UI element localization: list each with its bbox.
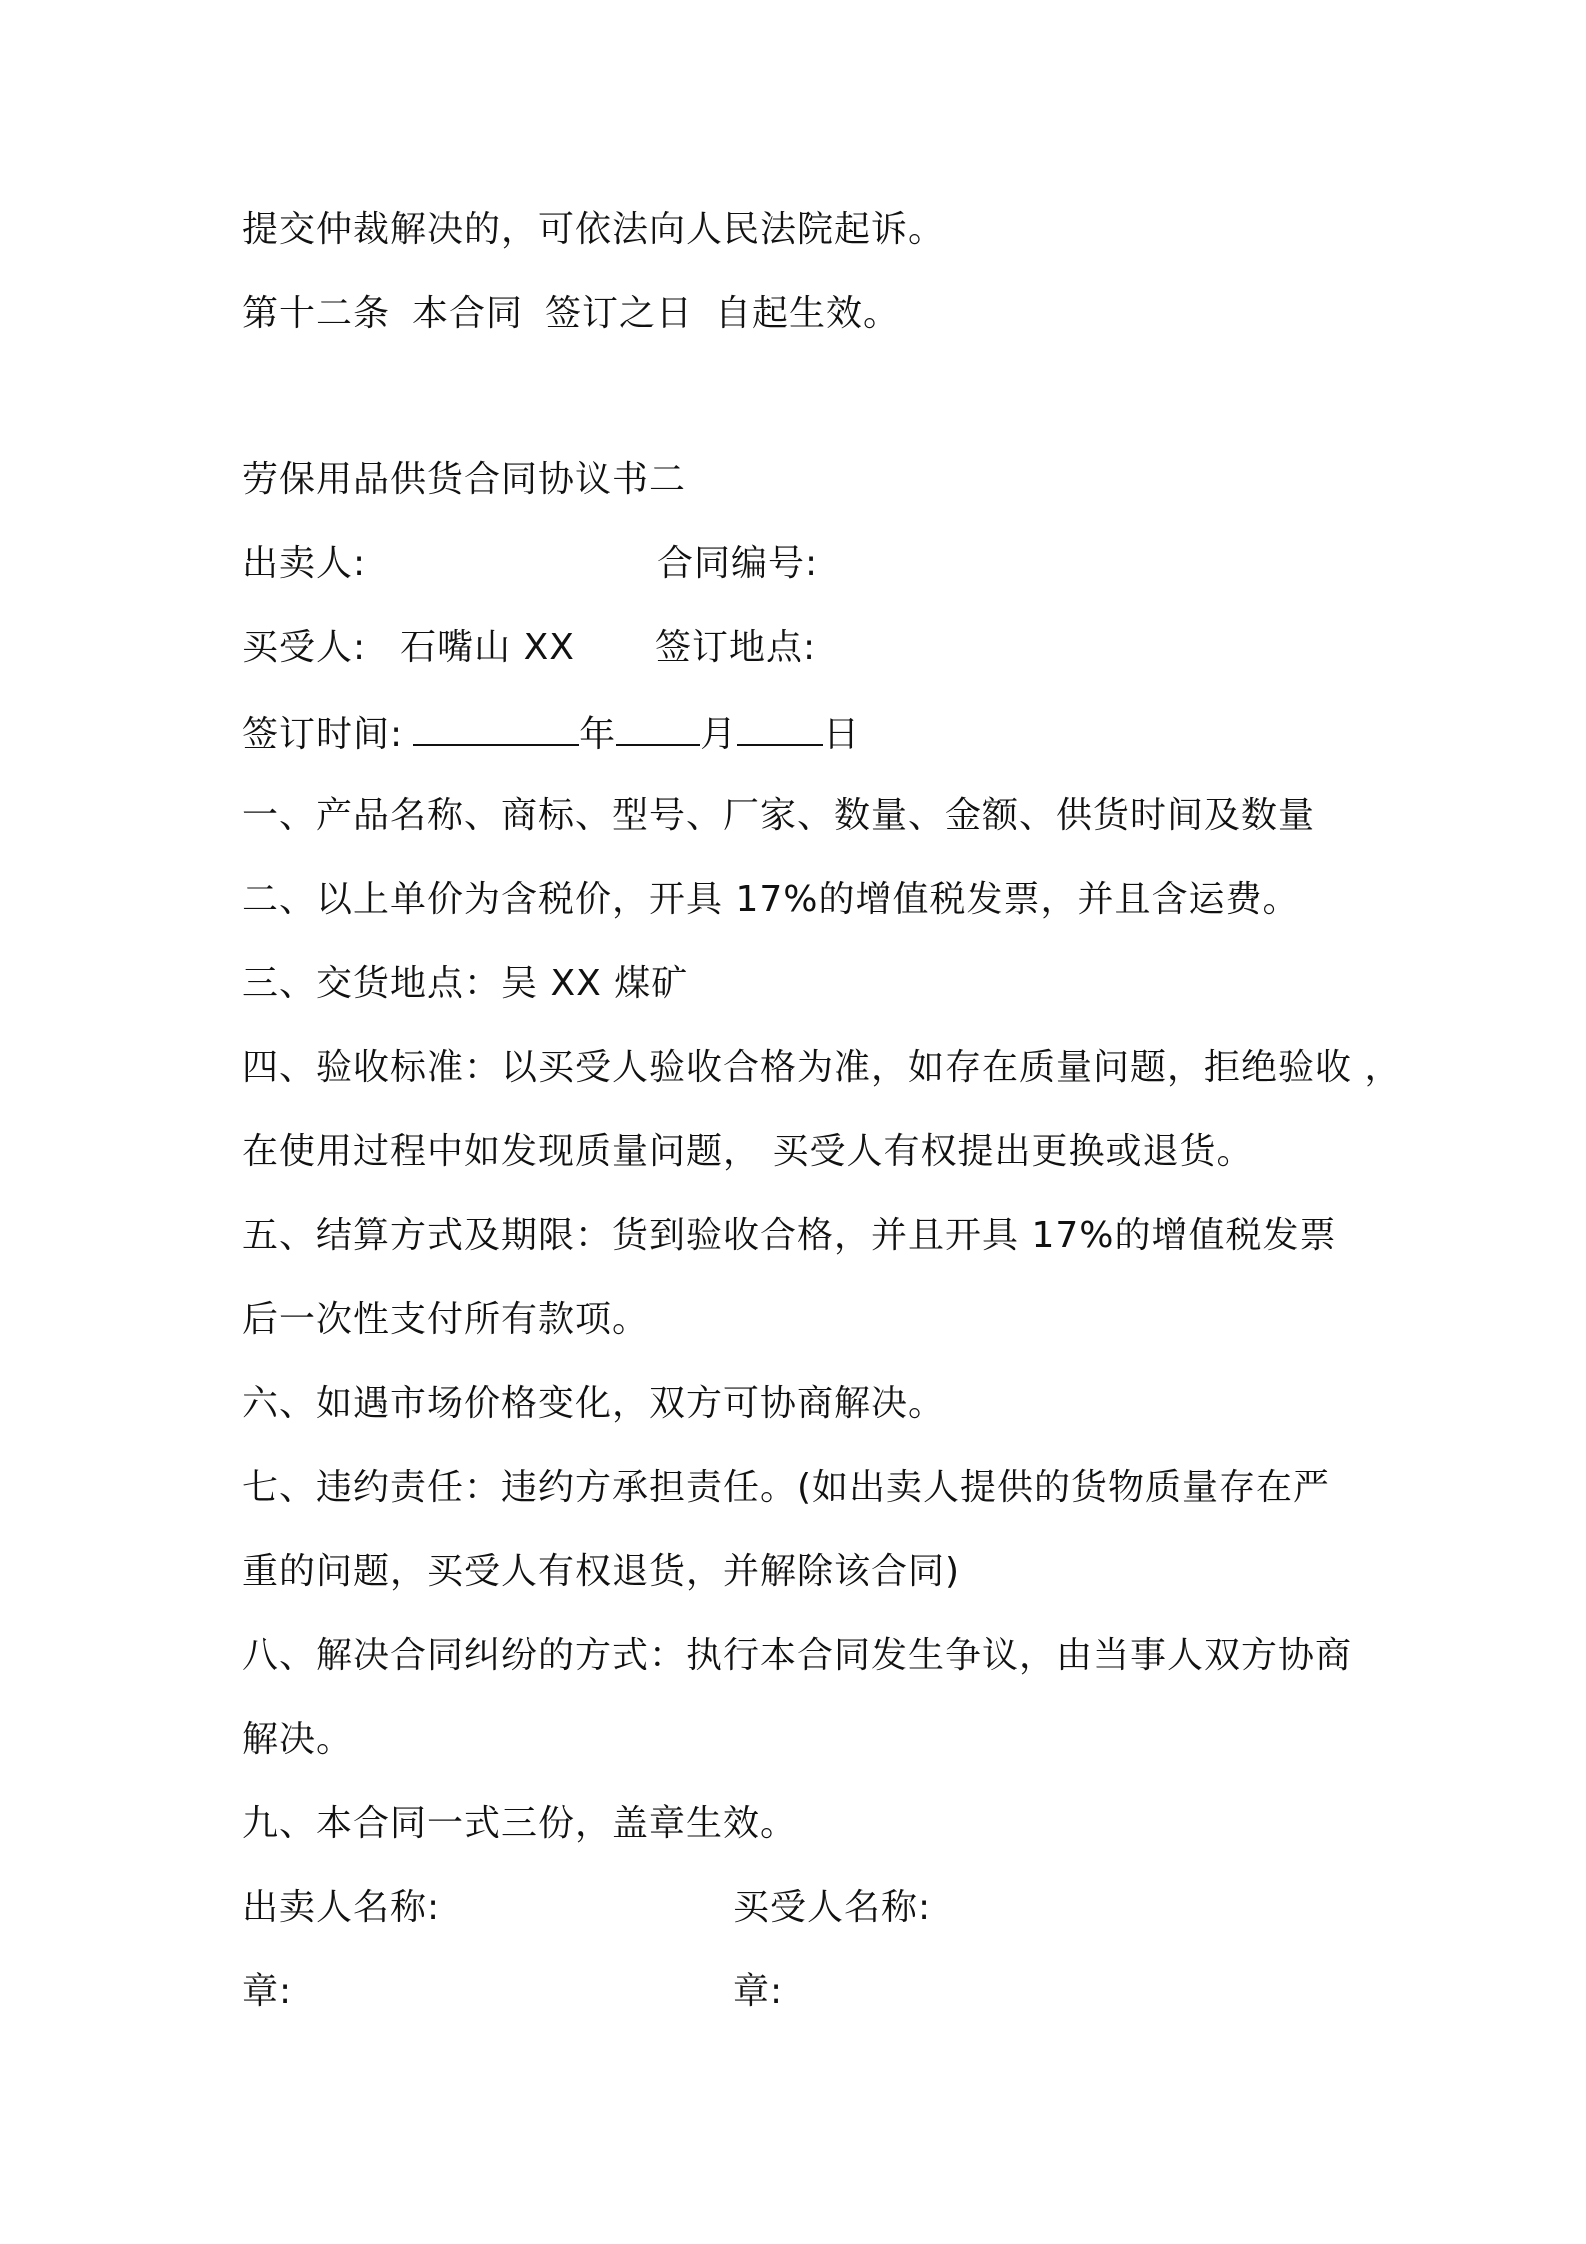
sign-year-blank[interactable] xyxy=(413,710,579,746)
clause-7-line-2: 重的问题，买受人有权退货，并解除该合同) xyxy=(242,1551,961,1592)
article-12-part3: 自起生效。 xyxy=(715,293,901,334)
contract-number-label: 合同编号: xyxy=(657,543,819,584)
article-12-part2: 签订之日 xyxy=(545,293,694,334)
clause-9: 九、本合同一式三份，盖章生效。 xyxy=(242,1803,798,1844)
buyer-row xyxy=(242,626,575,670)
buyer-name-label: 买受人名称: xyxy=(733,1887,932,1928)
clause-7-line-1: 七、违约责任：违约方承担责任。(如出卖人提供的货物质量存在严 xyxy=(242,1467,1331,1508)
article-12-part1: 本合同 xyxy=(412,293,524,334)
buyer-seal-label: 章: xyxy=(733,1971,784,2012)
year-label: 年 xyxy=(579,714,617,755)
sign-place-label: 签订地点: xyxy=(655,627,817,668)
seller-name-label: 出卖人名称: xyxy=(242,1887,441,1928)
day-label: 日 xyxy=(823,714,861,755)
contract-title: 劳保用品供货合同协议书二 xyxy=(242,459,687,500)
clause-4-line-2: 在使用过程中如发现质量问题， 买受人有权提出更换或退货。 xyxy=(242,1131,1254,1172)
month-label: 月 xyxy=(700,714,738,755)
clause-5-line-1: 五、结算方式及期限：货到验收合格，并且开具 17%的增值税发票 xyxy=(242,1215,1337,1256)
clause-2: 二、以上单价为含税价，开具 17%的增值税发票，并且含运费。 xyxy=(242,879,1300,920)
clause-3: 三、交货地点：吴 XX 煤矿 xyxy=(242,963,689,1004)
article-12-label: 第十二条 xyxy=(242,293,391,334)
article-12 xyxy=(242,292,900,336)
sign-month-blank[interactable] xyxy=(616,710,700,746)
previous-clause-tail: 提交仲裁解决的，可依法向人民法院起诉。 xyxy=(242,209,946,250)
buyer-value: 石嘴山 XX xyxy=(400,627,575,668)
buyer-label: 买受人: xyxy=(242,627,367,668)
clause-6: 六、如遇市场价格变化，双方可协商解决。 xyxy=(242,1383,946,1424)
sign-time-label: 签订时间: xyxy=(242,714,404,755)
seller-label: 出卖人: xyxy=(242,543,367,584)
clause-8-line-1: 八、解决合同纠纷的方式：执行本合同发生争议，由当事人双方协商 xyxy=(242,1635,1353,1676)
clause-4-line-1: 四、验收标准：以买受人验收合格为准，如存在质量问题，拒绝验收 ， xyxy=(242,1047,1402,1088)
seller-seal-label: 章: xyxy=(242,1971,293,2012)
sign-time-row xyxy=(242,710,860,757)
clause-1: 一、产品名称、商标、型号、厂家、数量、金额、供货时间及数量 xyxy=(242,795,1316,836)
sign-day-blank[interactable] xyxy=(737,710,823,746)
clause-5-line-2: 后一次性支付所有款项。 xyxy=(242,1299,650,1340)
clause-8-line-2: 解决。 xyxy=(242,1719,354,1760)
